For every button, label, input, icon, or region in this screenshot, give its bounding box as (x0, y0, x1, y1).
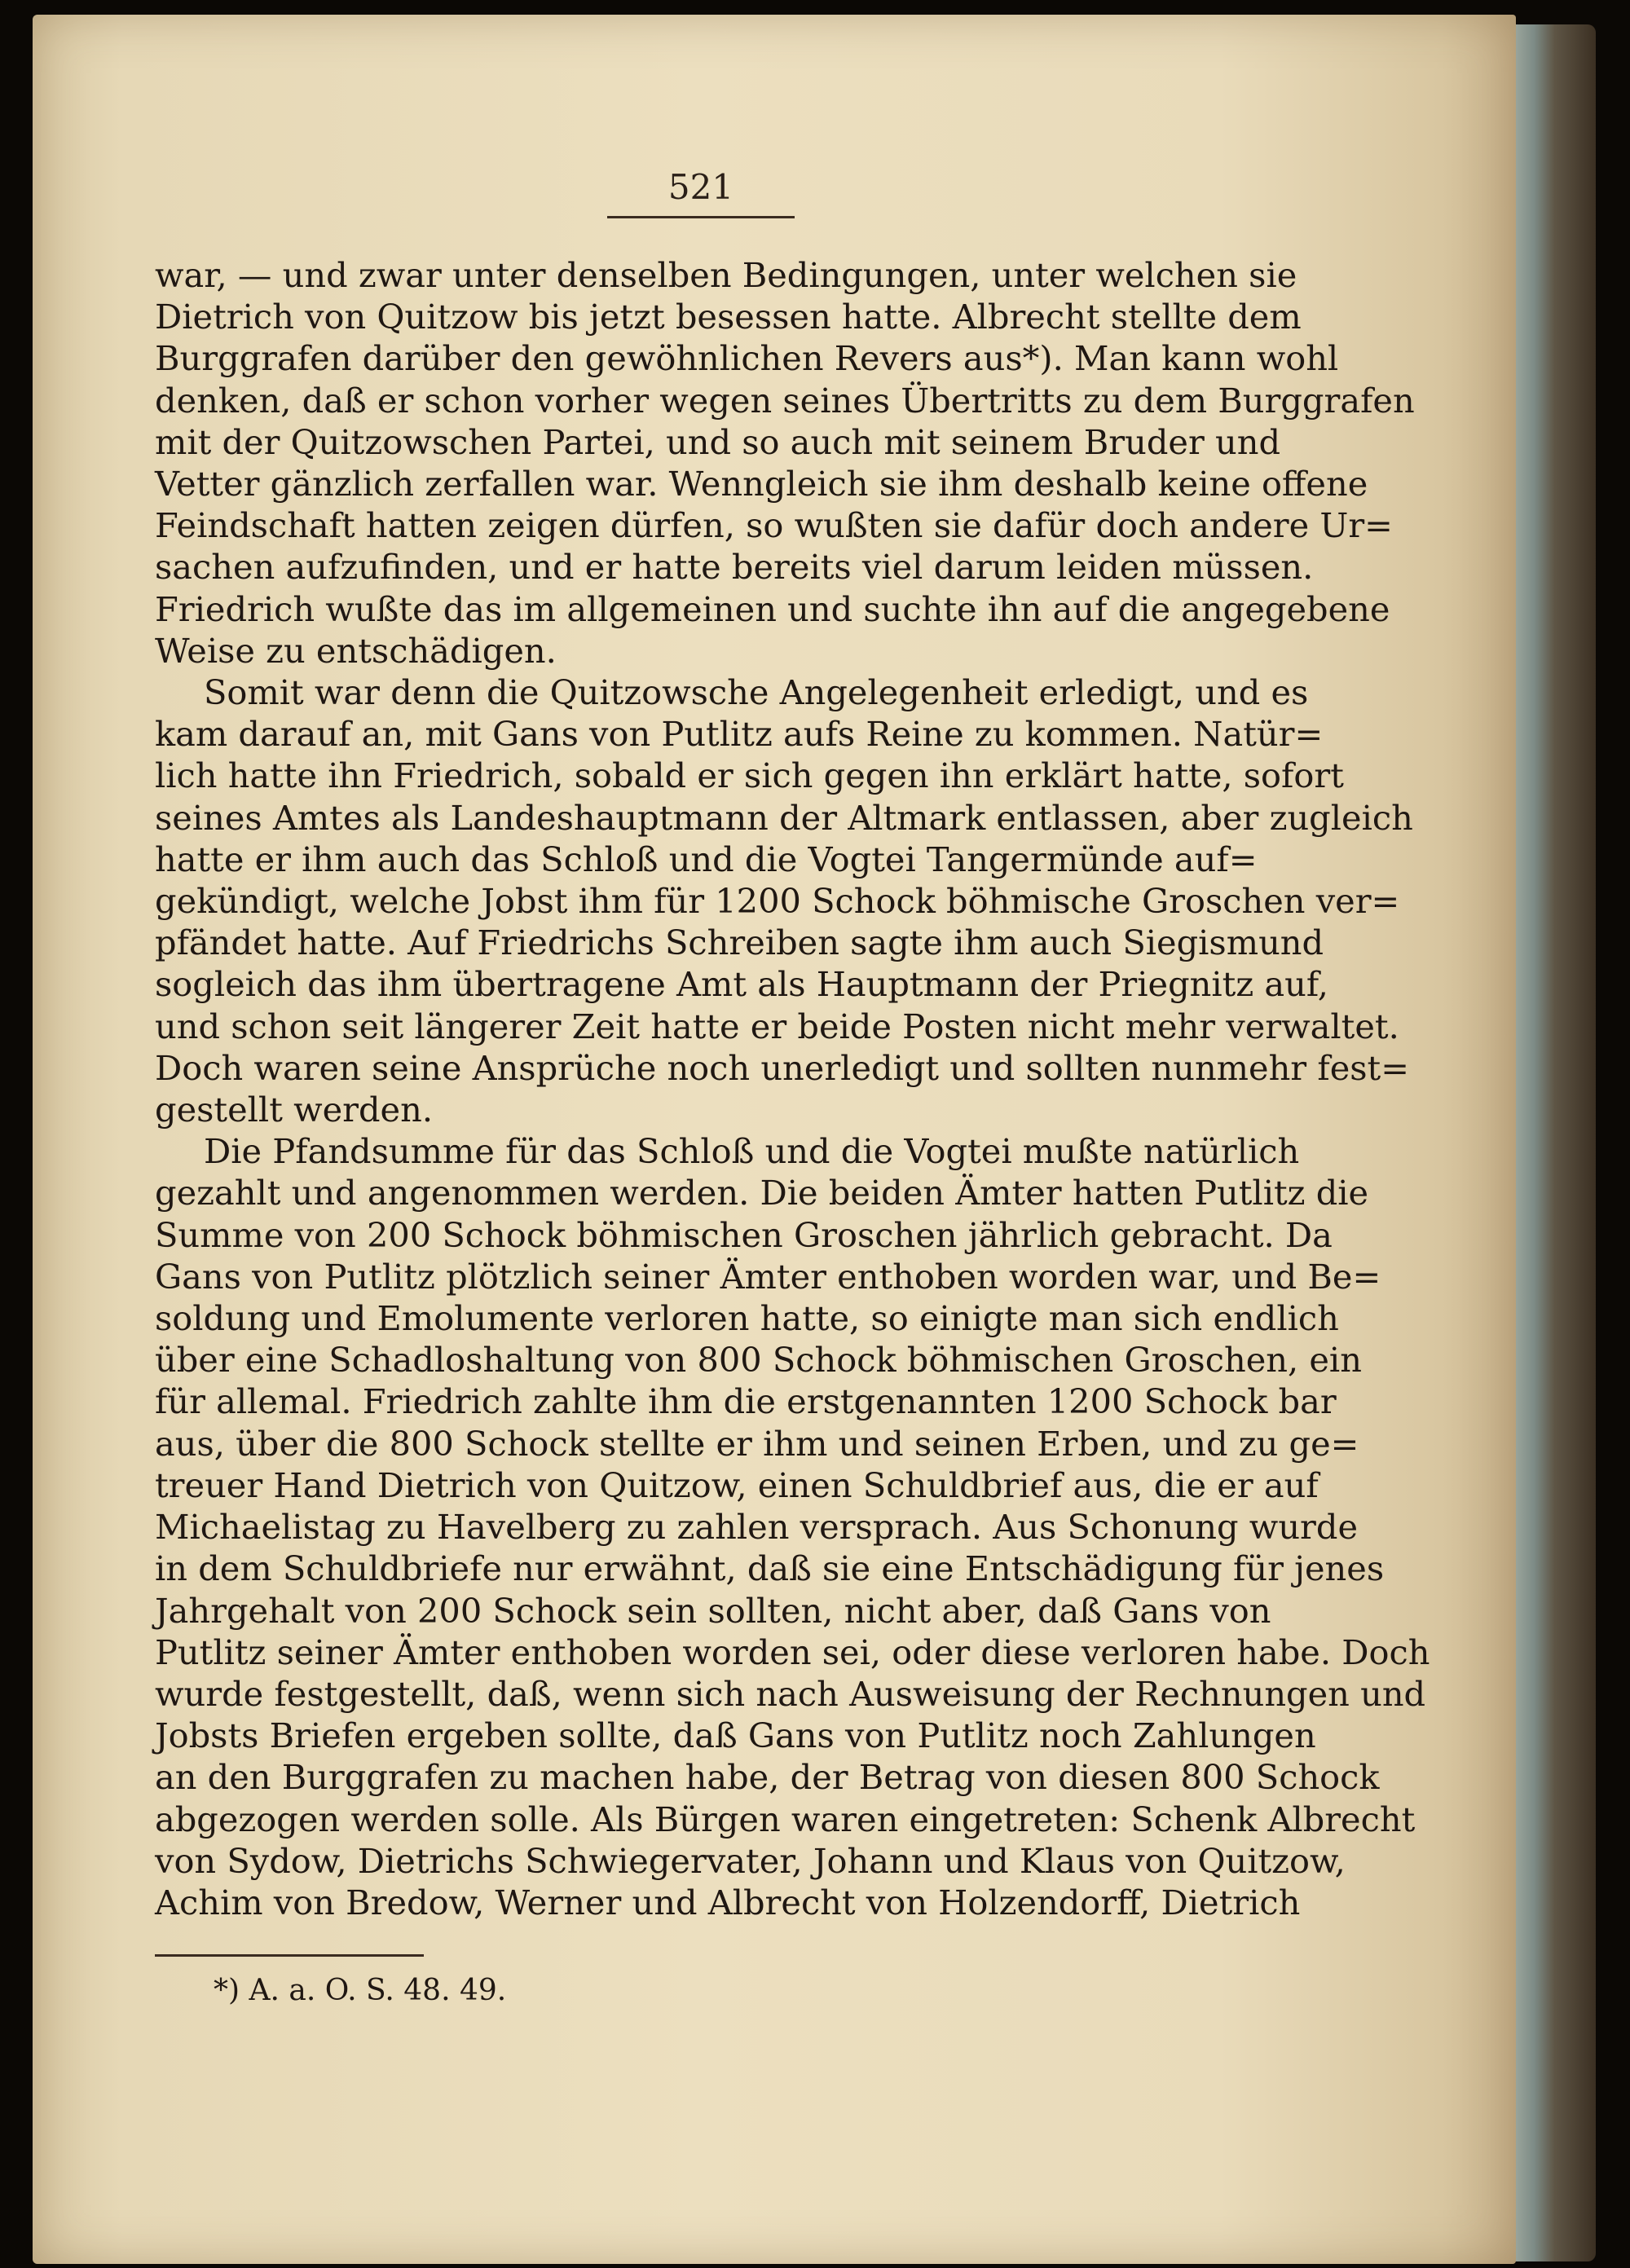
text-line: war, — und zwar unter denselben Bedingungen, unter welchen sie (155, 255, 1297, 295)
text-line: mit der Quitzowschen Partei, und so auch mit seinem Bruder und (155, 421, 1281, 462)
text-line: aus, über die 800 Schock stellte er ihm und seinen Erben, und zu ge= (155, 1423, 1359, 1464)
text-line: gezahlt und angenommen werden. Die beiden Ämter hatten Putlitz die (155, 1173, 1369, 1213)
text-line: lich hatte ihn Friedrich, sobald er sich gegen ihn erklärt hatte, sofort (155, 755, 1344, 796)
body-text (155, 254, 1430, 1923)
text-line: Jobsts Briefen ergeben sollte, daß Gans von Putlitz noch Zahlungen (155, 1715, 1316, 1756)
text-line: Doch waren seine Ansprüche noch unerledigt und sollten nunmehr fest= (155, 1047, 1410, 1088)
text-line: pfändet hatte. Auf Friedrichs Schreiben sagte ihm auch Siegismund (155, 923, 1324, 963)
text-line: sogleich das ihm übertragene Amt als Hauptmann der Priegnitz auf, (155, 964, 1328, 1005)
text-line: Summe von 200 Schock böhmischen Groschen jährlich gebracht. Da (155, 1214, 1333, 1255)
text-line: Achim von Bredow, Werner und Albrecht von Holzendorff, Dietrich (155, 1882, 1301, 1922)
text-line: von Sydow, Dietrichs Schwiegervater, Johann und Klaus von Quitzow, (155, 1840, 1346, 1881)
page-number-rule (607, 216, 795, 218)
text-line: Vetter gänzlich zerfallen war. Wenngleich sie ihm deshalb keine offene (155, 464, 1368, 504)
text-line: Dietrich von Quitzow bis jetzt besessen hatte. Albrecht stellte dem (155, 297, 1302, 337)
text-line: gekündigt, welche Jobst ihm für 1200 Schock böhmische Groschen ver= (155, 881, 1400, 922)
text-line: Putlitz seiner Ämter enthoben worden sei, oder diese verloren habe. Doch (155, 1632, 1430, 1672)
text-line: in dem Schuldbriefe nur erwähnt, daß sie eine Entschädigung für jenes (155, 1548, 1385, 1589)
text-line: abgezogen werden solle. Als Bürgen waren eingetreten: Schenk Albrecht (155, 1799, 1416, 1839)
text-line: Burggrafen darüber den gewöhnlichen Revers aus*). Man kann wohl (155, 338, 1339, 379)
text-line: Feindschaft hatten zeigen dürfen, so wußten sie dafür doch andere Ur= (155, 505, 1393, 546)
text-line: hatte er ihm auch das Schloß und die Vogtei Tangermünde auf= (155, 839, 1258, 879)
text-line: an den Burggrafen zu machen habe, der Betrag von diesen 800 Schock (155, 1757, 1380, 1798)
text-line: soldung und Emolumente verloren hatte, so einigte man sich endlich (155, 1298, 1339, 1339)
text-line: treuer Hand Dietrich von Quitzow, einen Schuldbrief aus, die er auf (155, 1464, 1319, 1505)
text-line: denken, daß er schon vorher wegen seines Übertritts zu dem Burggrafen (155, 380, 1415, 421)
footnote: *) A. a. O. S. 48. 49. (214, 1974, 507, 2007)
text-line: Die Pfandsumme für das Schloß und die Vogtei mußte natürlich (204, 1131, 1300, 1172)
text-line: wurde festgestellt, daß, wenn sich nach Ausweisung der Rechnungen und (155, 1673, 1426, 1714)
text-line: sachen aufzufinden, und er hatte bereits viel darum leiden müssen. (155, 547, 1314, 588)
text-line: gestellt werden. (155, 1090, 434, 1130)
text-line: und schon seit längerer Zeit hatte er beide Posten nicht mehr verwaltet. (155, 1006, 1399, 1046)
text-line: Michaelistag zu Havelberg zu zahlen versprach. Aus Schonung wurde (155, 1507, 1359, 1548)
text-line: Gans von Putlitz plötzlich seiner Ämter enthoben worden war, und Be= (155, 1256, 1381, 1297)
footnote-rule (155, 1954, 424, 1957)
text-line: über eine Schadloshaltung von 800 Schock böhmischen Groschen, ein (155, 1340, 1362, 1381)
text-line: kam darauf an, mit Gans von Putlitz aufs Reine zu kommen. Natür= (155, 714, 1324, 755)
text-line: Somit war denn die Quitzowsche Angelegenheit erledigt, und es (204, 672, 1309, 713)
text-line: seines Amtes als Landeshauptmann der Altmark entlassen, aber zugleich (155, 797, 1413, 838)
page-number: 521 (667, 167, 734, 207)
text-line: Friedrich wußte das im allgemeinen und suchte ihn auf die angegebene (155, 588, 1390, 629)
text-line: für allemal. Friedrich zahlte ihm die erstgenannten 1200 Schock bar (155, 1381, 1337, 1422)
text-line: Jahrgehalt von 200 Schock sein sollten, nicht aber, daß Gans von (155, 1590, 1271, 1631)
text-line: Weise zu entschädigen. (155, 630, 557, 671)
